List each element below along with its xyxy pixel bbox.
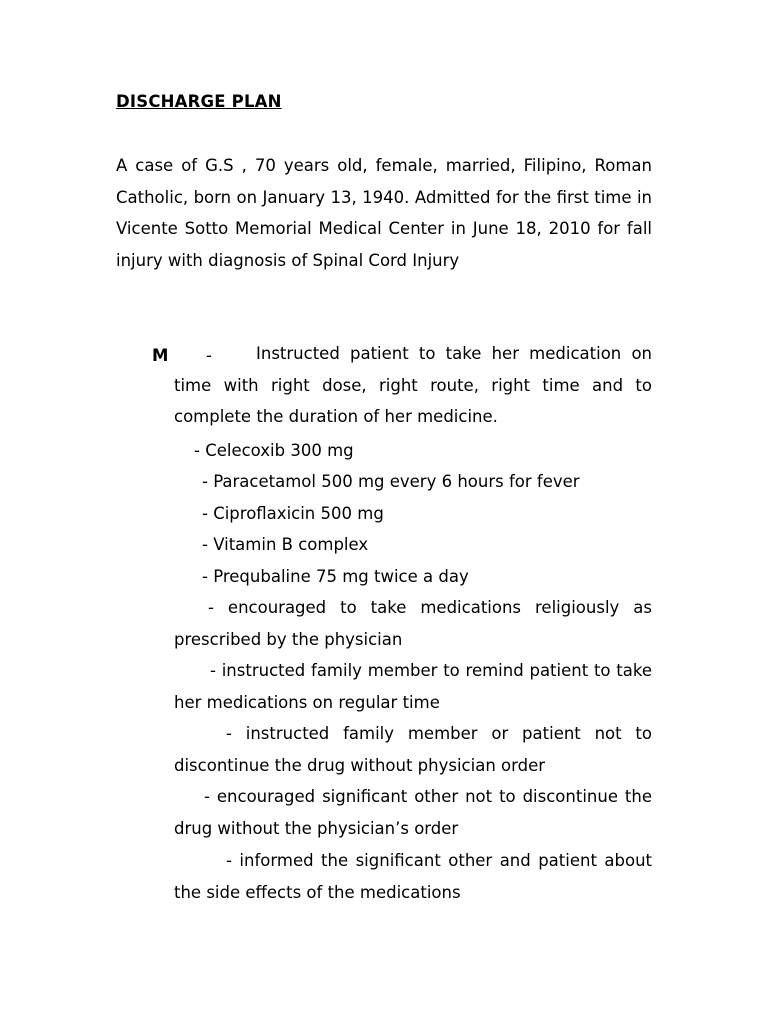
- medication-item: - Celecoxib 300 mg: [194, 441, 354, 460]
- section-letter-m: M: [152, 346, 169, 365]
- care-note: - encouraged significant other not to discontinue the drug without the physician’s order: [174, 787, 652, 838]
- medication-item: - Paracetamol 500 mg every 6 hours for fever: [202, 472, 580, 491]
- section-dash: -: [206, 346, 212, 365]
- care-note: - instructed family member to remind patient to take her medications on regular time: [174, 661, 652, 712]
- care-note: - encouraged to take medications religiously as prescribed by the physician: [174, 598, 652, 649]
- medication-instruction: Instructed patient to take her medication on time with right dose, right route, right time and to complete the duration of her medicine.: [174, 344, 652, 427]
- medication-item: - Vitamin B complex: [202, 535, 369, 554]
- medication-item: - Prequbaline 75 mg twice a day: [202, 567, 469, 586]
- medication-item: - Ciproflaxicin 500 mg: [202, 504, 384, 523]
- case-summary: A case of G.S , 70 years old, female, married, Filipino, Roman Catholic, born on January 13, 1940. Admitted for the first time in Vicente Sotto Memorial Medical Center in June 18, 2010 for fall injury with diagnosis of Spinal Cord Injury: [116, 156, 652, 271]
- care-note: - informed the significant other and patient about the side effects of the medications: [174, 851, 652, 902]
- document-title: DISCHARGE PLAN: [116, 92, 282, 111]
- care-note: - instructed family member or patient not to discontinue the drug without physician order: [174, 724, 652, 775]
